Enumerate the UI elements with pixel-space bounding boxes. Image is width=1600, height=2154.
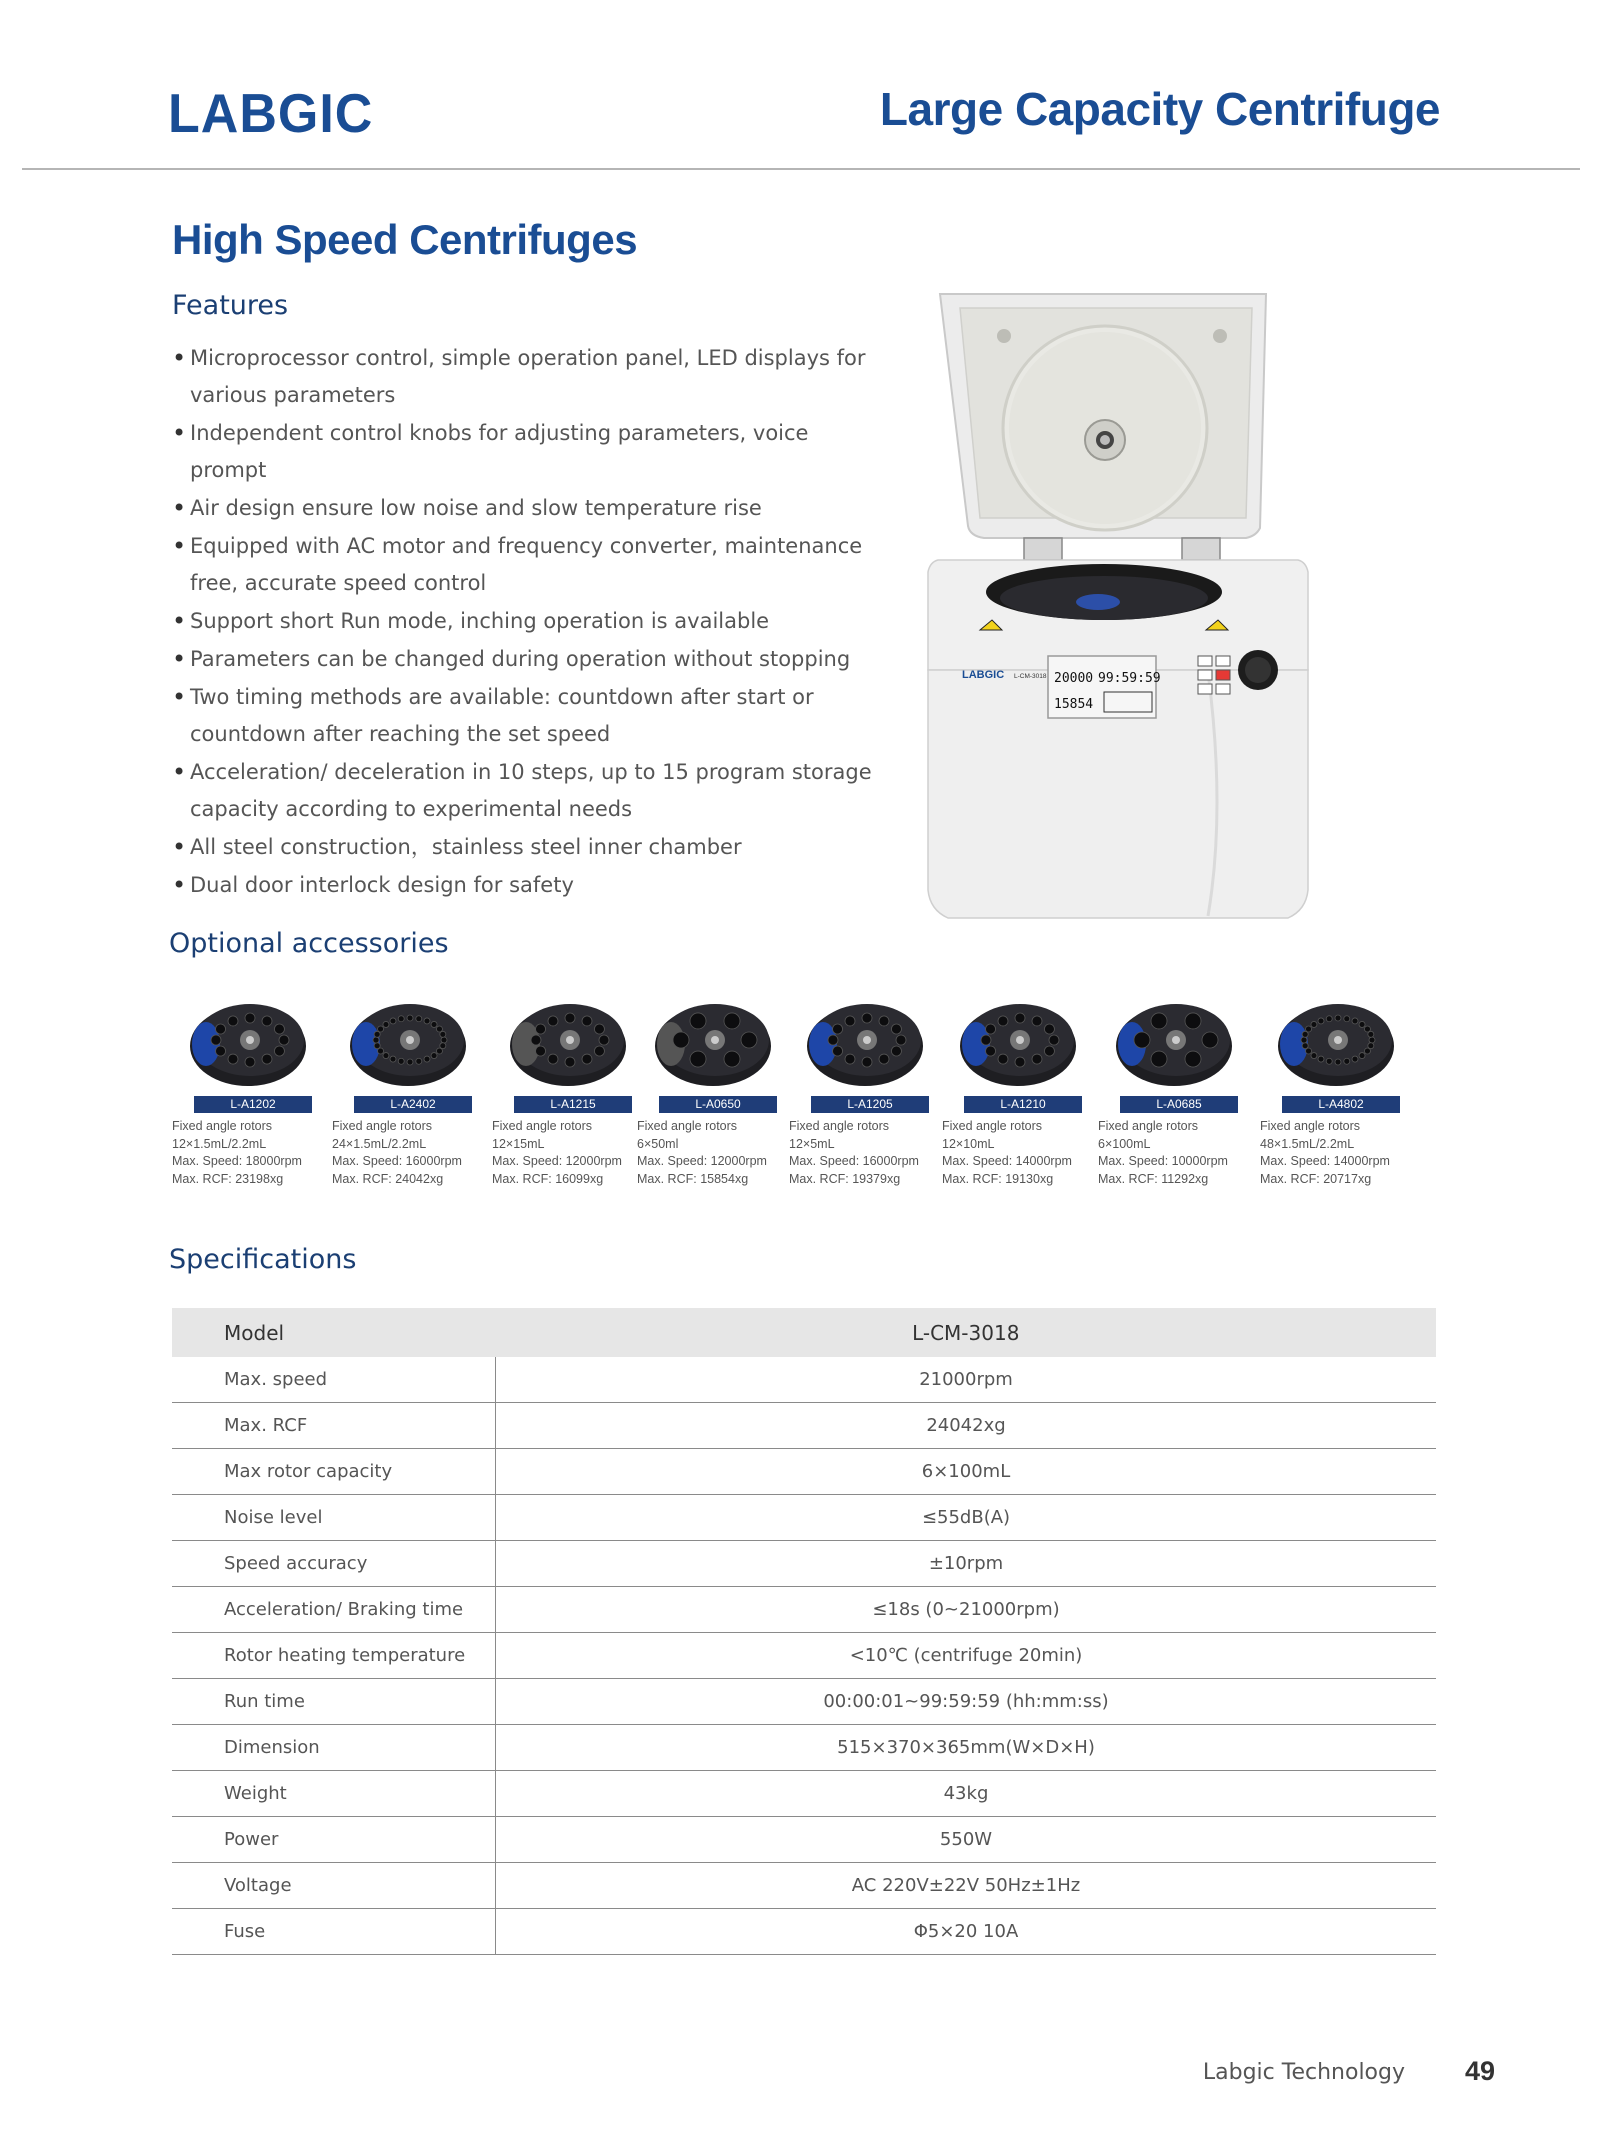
rotor-capacity: 12×5mL <box>789 1136 835 1151</box>
spec-label: Run time <box>172 1679 496 1725</box>
spec-value: Φ5×20 10A <box>496 1909 1437 1955</box>
rotor-rcf: Max. RCF: 20717xg <box>1260 1171 1372 1186</box>
rotor-image <box>180 994 310 1090</box>
specifications-heading: Specifications <box>169 1244 357 1275</box>
feature-item: • Air design ensure low noise and slow temperature rise <box>172 490 872 527</box>
header-divider <box>22 168 1580 170</box>
spec-value: 00:00:01~99:59:59 (hh:mm:ss) <box>496 1679 1437 1725</box>
rotor-type: Fixed angle rotors <box>172 1119 273 1133</box>
spec-row <box>172 1679 1436 1725</box>
rotor-rcf: Max. RCF: 19130xg <box>942 1171 1054 1186</box>
spec-label: Speed accuracy <box>172 1541 496 1587</box>
display-speed: 20000 <box>1054 671 1094 686</box>
rotor-code-label: L-A1205 <box>811 1096 929 1113</box>
rotor-type: Fixed angle rotors <box>492 1119 593 1133</box>
rotor-rcf: Max. RCF: 15854xg <box>637 1171 749 1186</box>
rotor-speed: Max. Speed: 12000rpm <box>637 1154 767 1168</box>
spec-row <box>172 1633 1436 1679</box>
rotor-card <box>172 994 322 1188</box>
feature-item: • Independent control knobs for adjusting parameters, voice prompt <box>172 415 872 489</box>
rotor-type: Fixed angle rotors <box>332 1119 433 1133</box>
rotor-code-label: L-A1202 <box>194 1096 312 1113</box>
rotor-card <box>1098 994 1248 1188</box>
rotor-capacity: 12×10mL <box>942 1136 995 1151</box>
spec-label: Max rotor capacity <box>172 1449 496 1495</box>
specifications-table <box>172 1308 1436 1955</box>
rotor-capacity: 12×1.5mL/2.2mL <box>172 1136 267 1151</box>
rotor-rcf: Max. RCF: 11292xg <box>1098 1171 1209 1186</box>
spec-label: Weight <box>172 1771 496 1817</box>
centrifuge-product-image <box>908 290 1328 940</box>
rotor-card <box>492 994 642 1188</box>
spec-row <box>172 1449 1436 1495</box>
spec-row <box>172 1863 1436 1909</box>
spec-row <box>172 1817 1436 1863</box>
display-time: 99:59:59 <box>1098 671 1161 686</box>
rotor-rcf: Max. RCF: 23198xg <box>172 1171 284 1186</box>
rotor-code-label: L-A1210 <box>964 1096 1082 1113</box>
rotor-type: Fixed angle rotors <box>942 1119 1043 1133</box>
spec-label: Power <box>172 1817 496 1863</box>
feature-item: • Support short Run mode, inching operation is available <box>172 603 872 640</box>
section-title: High Speed Centrifuges <box>172 216 638 263</box>
rotor-speed: Max. Speed: 10000rpm <box>1098 1154 1228 1168</box>
spec-row <box>172 1495 1436 1541</box>
spec-value: 550W <box>496 1817 1437 1863</box>
rotor-card <box>637 994 787 1188</box>
rotor-speed: Max. Speed: 14000rpm <box>1260 1154 1390 1168</box>
rotor-card <box>942 994 1092 1188</box>
rotor-card <box>332 994 482 1188</box>
rotor-image <box>797 994 927 1090</box>
rotor-type: Fixed angle rotors <box>1098 1119 1199 1133</box>
spec-row <box>172 1725 1436 1771</box>
rotor-rcf: Max. RCF: 24042xg <box>332 1171 444 1186</box>
features-heading: Features <box>172 290 289 321</box>
brand-logo: LABGIC <box>168 83 374 145</box>
rotor-speed: Max. Speed: 18000rpm <box>172 1154 302 1168</box>
rotor-type: Fixed angle rotors <box>637 1119 738 1133</box>
display-rcf: 15854 <box>1054 697 1094 712</box>
spec-row <box>172 1541 1436 1587</box>
rotor-image <box>645 994 775 1090</box>
rotor-code-label: L-A0685 <box>1120 1096 1238 1113</box>
rotor-image <box>950 994 1080 1090</box>
rotor-capacity: 12×15mL <box>492 1136 545 1151</box>
accessories-heading: Optional accessories <box>169 928 449 959</box>
spec-value: 43kg <box>496 1771 1437 1817</box>
feature-item: • Acceleration/ deceleration in 10 steps, up to 15 program storage capacity according to experimental needs <box>172 754 872 828</box>
rotor-card <box>1260 994 1410 1188</box>
spec-label: Max. RCF <box>172 1403 496 1449</box>
rotor-speed: Max. Speed: 12000rpm <box>492 1154 622 1168</box>
spec-label: Voltage <box>172 1863 496 1909</box>
rotor-speed: Max. Speed: 14000rpm <box>942 1154 1072 1168</box>
feature-item: • Parameters can be changed during operation without stopping <box>172 641 872 678</box>
spec-value: 515×370×365mm(W×D×H) <box>496 1725 1437 1771</box>
rotor-code-label: L-A2402 <box>354 1096 472 1113</box>
spec-row <box>172 1909 1436 1955</box>
spec-value: 21000rpm <box>496 1357 1437 1403</box>
page-number: 49 <box>1464 2056 1495 2086</box>
spec-label: Fuse <box>172 1909 496 1955</box>
spec-value: ±10rpm <box>496 1541 1437 1587</box>
feature-item: • Two timing methods are available: countdown after start or countdown after reaching the set speed <box>172 679 872 753</box>
rotor-code-label: L-A1215 <box>514 1096 632 1113</box>
footer-company: Labgic Technology <box>1202 2060 1405 2085</box>
spec-value: <10℃ (centrifuge 20min) <box>496 1633 1437 1679</box>
rotor-rcf: Max. RCF: 19379xg <box>789 1171 901 1186</box>
accessories-row <box>172 994 1432 1204</box>
rotor-card <box>789 994 939 1188</box>
document-title: Large Capacity Centrifuge <box>879 83 1440 135</box>
spec-header-label: Model <box>172 1308 496 1357</box>
spec-row <box>172 1403 1436 1449</box>
rotor-image <box>500 994 630 1090</box>
spec-value: ≤18s (0~21000rpm) <box>496 1587 1437 1633</box>
spec-label: Noise level <box>172 1495 496 1541</box>
features-list <box>172 340 872 905</box>
rotor-code-label: L-A0650 <box>659 1096 777 1113</box>
spec-value: ≤55dB(A) <box>496 1495 1437 1541</box>
spec-header-value: L-CM-3018 <box>496 1308 1437 1357</box>
rotor-image <box>1268 994 1398 1090</box>
rotor-speed: Max. Speed: 16000rpm <box>332 1154 462 1168</box>
spec-header-row <box>172 1308 1436 1357</box>
spec-row <box>172 1587 1436 1633</box>
product-brand-text: LABGIC <box>962 669 1005 681</box>
rotor-speed: Max. Speed: 16000rpm <box>789 1154 919 1168</box>
rotor-capacity: 6×100mL <box>1098 1136 1151 1151</box>
spec-row <box>172 1357 1436 1403</box>
spec-row <box>172 1771 1436 1817</box>
rotor-code-label: L-A4802 <box>1282 1096 1400 1113</box>
feature-item: • All steel construction，stainless steel inner chamber <box>172 829 872 866</box>
spec-label: Dimension <box>172 1725 496 1771</box>
spec-value: AC 220V±22V 50Hz±1Hz <box>496 1863 1437 1909</box>
rotor-type: Fixed angle rotors <box>789 1119 890 1133</box>
rotor-image <box>340 994 470 1090</box>
rotor-capacity: 24×1.5mL/2.2mL <box>332 1136 427 1151</box>
feature-item: • Dual door interlock design for safety <box>172 867 872 904</box>
spec-value: 24042xg <box>496 1403 1437 1449</box>
rotor-image <box>1106 994 1236 1090</box>
spec-label: Rotor heating temperature <box>172 1633 496 1679</box>
rotor-type: Fixed angle rotors <box>1260 1119 1361 1133</box>
rotor-capacity: 6×50ml <box>637 1136 679 1151</box>
product-model-text: L-CM-3018 <box>1014 673 1047 680</box>
rotor-rcf: Max. RCF: 16099xg <box>492 1171 604 1186</box>
spec-label: Acceleration/ Braking time <box>172 1587 496 1633</box>
feature-item: • Microprocessor control, simple operation panel, LED displays for various parameters <box>172 340 872 414</box>
rotor-capacity: 48×1.5mL/2.2mL <box>1260 1136 1355 1151</box>
feature-item: • Equipped with AC motor and frequency converter, maintenance free, accurate speed control <box>172 528 872 602</box>
spec-label: Max. speed <box>172 1357 496 1403</box>
spec-value: 6×100mL <box>496 1449 1437 1495</box>
